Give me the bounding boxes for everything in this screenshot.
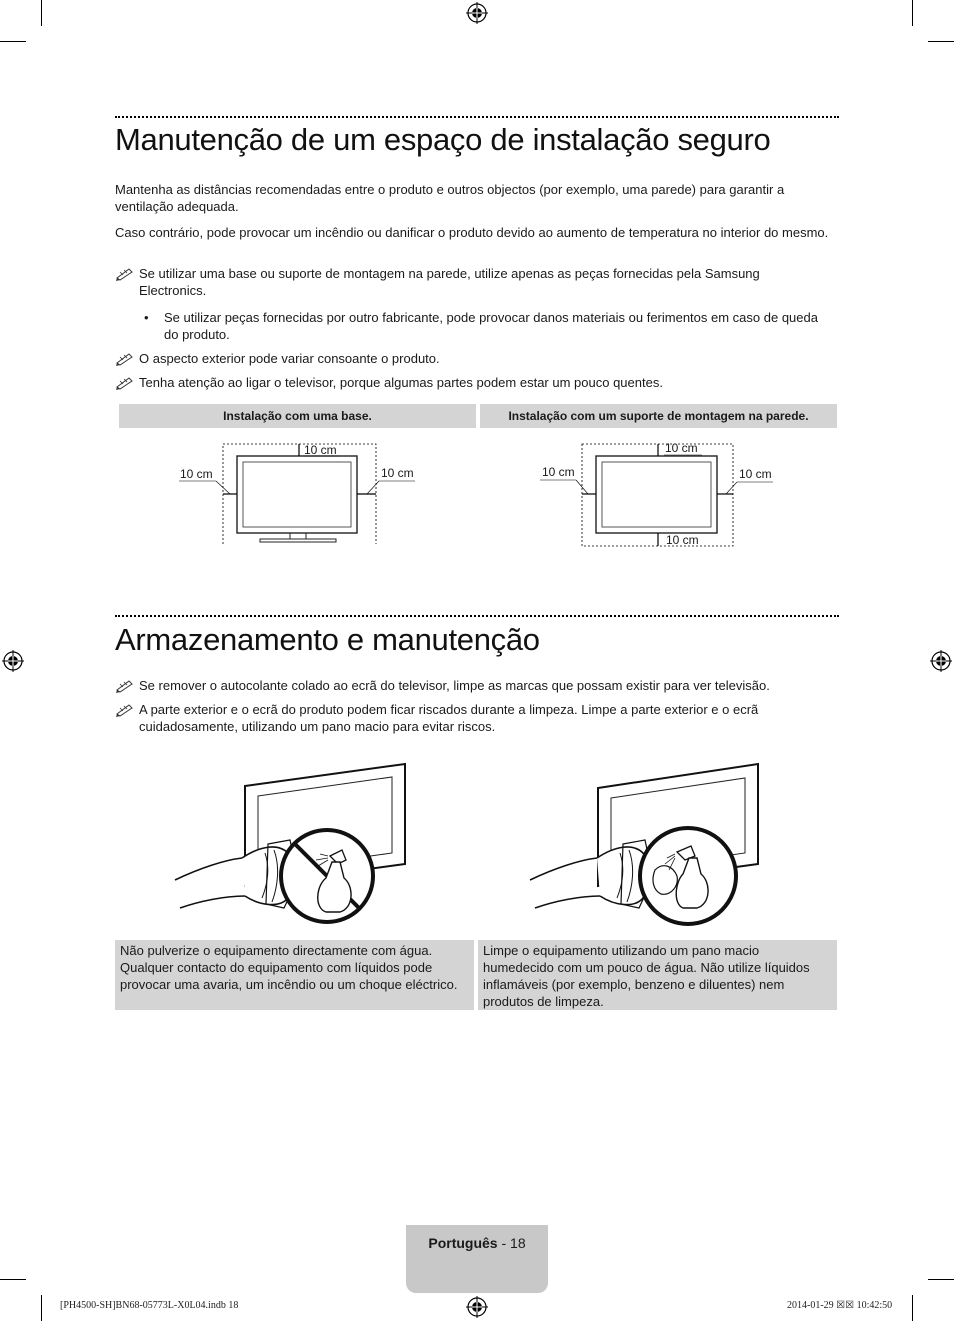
registration-mark-icon — [466, 2, 488, 24]
crop-mark-icon — [0, 41, 26, 42]
section-title-installation: Manutenção de um espaço de instalação seguro — [115, 122, 771, 157]
page-separator: - — [497, 1235, 511, 1251]
note-text: O aspecto exterior pode variar consoante o produto. — [139, 351, 440, 366]
note-text: Tenha atenção ao ligar o televisor, porque algumas partes podem estar um pouco quentes. — [139, 375, 663, 390]
section-divider — [115, 116, 839, 118]
section-title-storage: Armazenamento e manutenção — [115, 622, 540, 657]
note-pencil-icon — [115, 701, 137, 718]
stand-clearance-diagram — [119, 432, 476, 552]
stand-left-label: 10 cm — [180, 467, 213, 481]
stand-top-label: 10 cm — [304, 443, 337, 457]
crop-mark-icon — [928, 41, 954, 42]
stand-right-label: 10 cm — [381, 466, 414, 480]
crop-mark-icon — [41, 0, 42, 26]
crop-mark-icon — [928, 1279, 954, 1280]
registration-mark-icon — [2, 650, 24, 672]
crop-mark-icon — [912, 0, 913, 26]
paragraph-warning: Caso contrário, pode provocar um incêndio ou danificar o produto devido ao aumento de temperatura no interior do mesmo. — [115, 225, 829, 240]
print-timestamp: 2014-01-29 ☒☒ 10:42:50 — [787, 1300, 893, 1311]
no-spray-illustration — [170, 758, 420, 933]
page-label — [406, 1235, 548, 1251]
note-pencil-icon — [115, 350, 137, 367]
caption-damp-cloth: Limpe o equipamento utilizando um pano macio humedecido com um pouco de água. Não utilize líquidos inflamáveis (por exemplo, benzeno e diluentes) nem produtos de limpeza. — [478, 940, 837, 1010]
file-info: [PH4500-SH]BN68-05773L-X0L04.indb 18 — [60, 1300, 239, 1311]
wall-right-label: 10 cm — [739, 467, 772, 481]
crop-mark-icon — [41, 1295, 42, 1321]
note-text: A parte exterior e o ecrã do produto podem ficar riscados durante a limpeza. Limpe a parte exterior e o ecrã cuidadosamente, utilizando um pano macio para evitar riscos. — [139, 702, 759, 734]
stand-install-header: Instalação com uma base. — [119, 404, 476, 428]
note-pencil-icon — [115, 265, 137, 282]
language-label: Português — [428, 1235, 498, 1251]
caption-no-spray: Não pulverize o equipamento directamente com água. Qualquer contacto do equipamento com líquidos pode provocar uma avaria, um incêndio ou um choque eléctrico. — [115, 940, 474, 1010]
registration-mark-icon — [930, 650, 952, 672]
wall-left-label: 10 cm — [542, 465, 575, 479]
note-pencil-icon — [115, 677, 137, 694]
note-pencil-icon — [115, 374, 137, 391]
wall-bottom-label: 10 cm — [666, 533, 699, 547]
bullet-text: Se utilizar peças fornecidas por outro fabricante, pode provocar danos materiais ou ferimentos em caso de queda do produto. — [164, 310, 818, 342]
note-text: Se remover o autocolante colado ao ecrã do televisor, limpe as marcas que possam existir para ver televisão. — [139, 678, 770, 693]
wall-top-label: 10 cm — [665, 441, 698, 455]
section-divider — [115, 615, 839, 617]
damp-cloth-illustration — [525, 758, 775, 933]
page-number: 18 — [510, 1235, 526, 1251]
page-footer-tab — [406, 1225, 548, 1293]
paragraph-distances: Mantenha as distâncias recomendadas entre o produto e outros objectos (por exemplo, uma parede) para garantir a ventilação adequada. — [115, 182, 785, 214]
registration-mark-icon — [466, 1296, 488, 1318]
crop-mark-icon — [912, 1295, 913, 1321]
bullet-dot: • — [144, 310, 149, 325]
crop-mark-icon — [0, 1279, 26, 1280]
note-text: Se utilizar uma base ou suporte de montagem na parede, utilize apenas as peças fornecidas pela Samsung Electronics. — [139, 266, 760, 298]
wall-clearance-diagram — [480, 432, 837, 552]
wall-install-header: Instalação com um suporte de montagem na parede. — [480, 404, 837, 428]
